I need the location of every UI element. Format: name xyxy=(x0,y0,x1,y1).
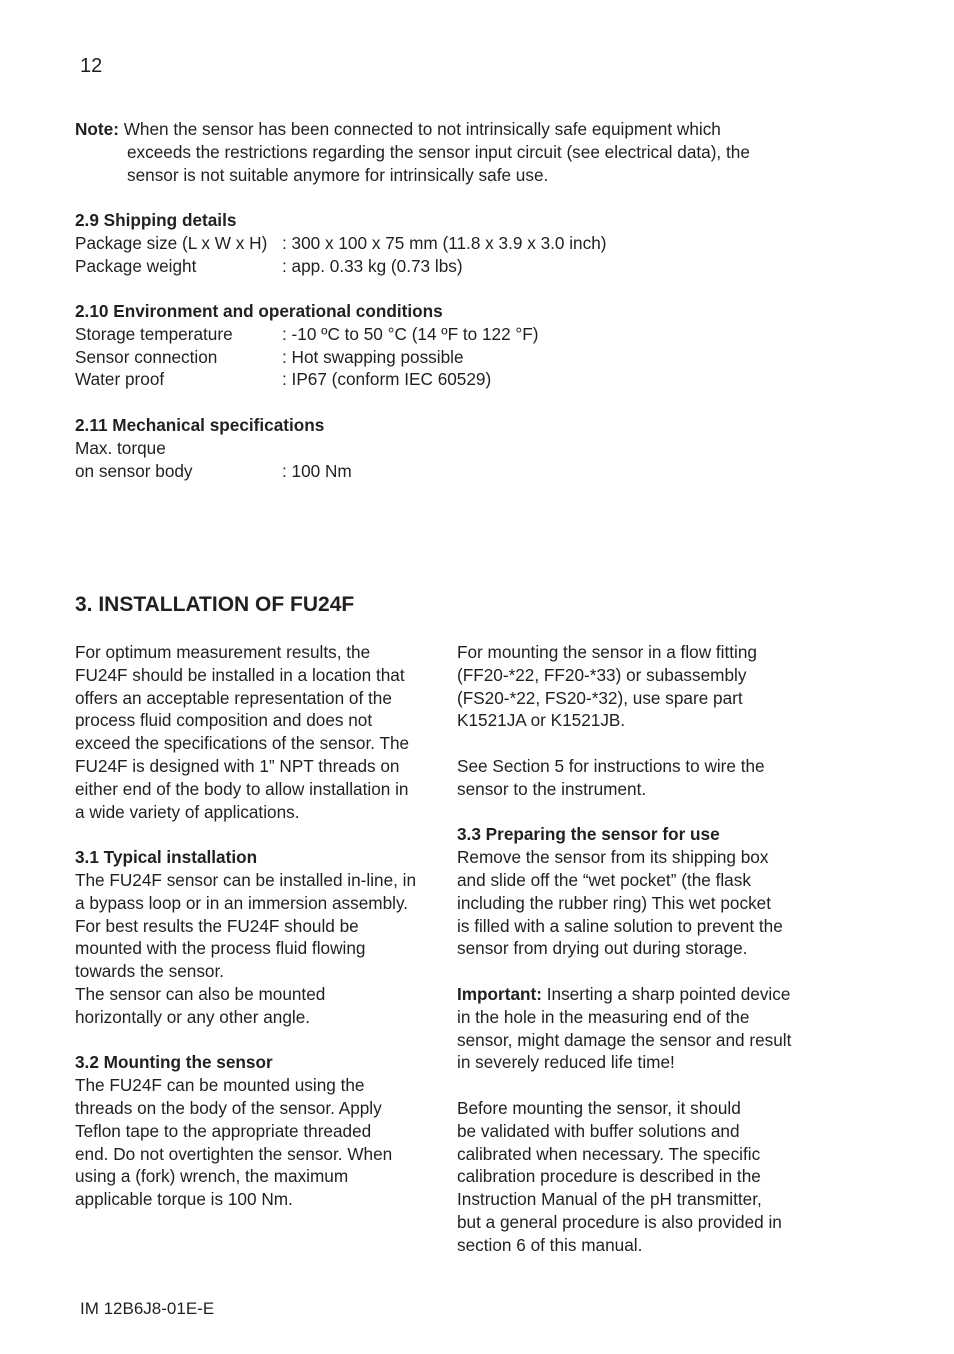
flow-fitting-paragraph: For mounting the sensor in a flow fitting (FF20-*22, FF20-*33) or subassembly (FS20-*22, FS20-*32), use spare part K1521JA or K1521JB. xyxy=(457,642,757,731)
note-line-3: sensor is not suitable anymore for intrinsically safe use. xyxy=(127,164,549,185)
before-mounting-paragraph: Before mounting the sensor, it should be validated with buffer solutions and calibrated when necessary. The specific calibration procedure is described in the Instruction Manual of the pH transmitter, but a general procedure is also provided in section 6 of this manual. xyxy=(457,1097,782,1255)
shipping-heading: 2.9 Shipping details xyxy=(75,210,237,230)
mechanical-heading: 2.11 Mechanical specifications xyxy=(75,415,325,435)
document-code: IM 12B6J8-01E-E xyxy=(80,1299,215,1318)
typical-installation: 3.1 Typical installation The FU24F sensor can be installed in-line, in a bypass loop or in an immersion assembly. For best results the FU24F should be mounted with the process fluid flowing towards the sensor. The sensor can also be mounted horizontally or any other angle. xyxy=(75,846,435,1028)
mounting-section: 3.2 Mounting the sensor The FU24F can be mounted using the threads on the body of the sensor. Apply Teflon tape to the appropriate threaded end. Do not overtighten the sensor. When using a (fork) wrench, the maximum applicable torque is 100 Nm. xyxy=(75,1051,435,1211)
note-line-1: Note: When the sensor has been connected to not intrinsically safe equipment which xyxy=(75,119,721,139)
installation-title: 3. INSTALLATION OF FU24F xyxy=(75,593,355,616)
environment-section xyxy=(75,300,775,391)
preparing-section: 3.3 Preparing the sensor for use Remove the sensor from its shipping box and slide off the “wet pocket” (the flask including the rubber ring) This wet pocket is filled with a saline solution to prevent the sensor from drying out during storage. xyxy=(457,823,817,960)
right-column xyxy=(457,641,817,1257)
spec-row: on sensor body : 100 Nm xyxy=(75,460,352,481)
note-label: Note: xyxy=(75,119,119,139)
intro-paragraph: For optimum measurement results, the FU24F should be installed in a location that offers an acceptable representation of the process fluid composition and does not exceed the specifications of the sensor. The FU24F is designed with 1” NPT threads on either end of the body to allow installation in a wide variety of applications. xyxy=(75,642,410,822)
spec-row: Sensor connection : Hot swapping possible xyxy=(75,346,464,367)
page-number: 12 xyxy=(80,55,103,77)
mechanical-section xyxy=(75,414,775,482)
important-paragraph: Important: Inserting a sharp pointed device in the hole in the measuring end of the sensor, might damage the sensor and result in severely reduced life time! xyxy=(457,983,792,1073)
mechanical-line: Max. torque xyxy=(75,437,166,458)
spec-row: Storage temperature : -10 ºC to 50 °C (14 ºF to 122 °F) xyxy=(75,323,539,344)
note-block xyxy=(75,118,795,186)
typical-heading: 3.1 Typical installation xyxy=(75,847,258,868)
spec-row: Package size (L x W x H) : 300 x 100 x 75 mm (11.8 x 3.9 x 3.0 inch) xyxy=(75,232,607,253)
see-section-paragraph: See Section 5 for instructions to wire the sensor to the instrument. xyxy=(457,755,765,799)
shipping-section xyxy=(75,209,775,277)
environment-heading: 2.10 Environment and operational conditions xyxy=(75,301,443,321)
important-label: Important: xyxy=(457,983,542,1004)
preparing-heading: 3.3 Preparing the sensor for use xyxy=(457,824,720,845)
note-line-2: exceeds the restrictions regarding the sensor input circuit (see electrical data), the xyxy=(127,141,750,162)
spec-row: Water proof : IP67 (conform IEC 60529) xyxy=(75,369,492,390)
left-column xyxy=(75,641,435,1211)
mounting-heading: 3.2 Mounting the sensor xyxy=(75,1052,273,1073)
spec-row: Package weight : app. 0.33 kg (0.73 lbs) xyxy=(75,255,463,276)
